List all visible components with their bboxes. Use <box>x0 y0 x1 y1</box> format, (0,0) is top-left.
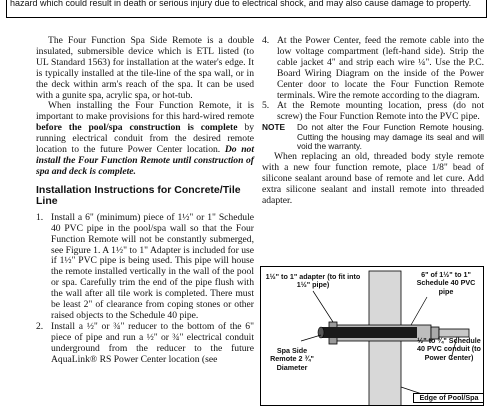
warning-text: hazard which could result in death or serious injury due to electrical shock, and may also cause damage to property. <box>10 0 472 8</box>
label-remote: Spa Side Remote 2 ¾" Diameter <box>270 346 314 372</box>
step-text: At the Power Center, feed the remote cable into the low voltage compartment (left-hand side). Strip the cable jacket 4" and strip each wire ¼". Use the P.C. Board Wiring Diagram on the inside of the Power Center door to locate the Four Function Remote terminals. Wire the remote according to the diagram. <box>277 35 484 101</box>
leader-remote <box>301 335 321 341</box>
leader-adapter <box>313 291 333 322</box>
note <box>262 123 484 152</box>
intro-paragraph: The Four Function Spa Side Remote is a double insulated, submersible device which is ETL listed (to UL Standard 1563) for installation at the water's edge. It is typically installed at the tile-line of the spa wall, or in the deck within arm's reach of the spa. It can be used with a gunite spa, acrylic spa, or hot-tub. <box>36 35 254 101</box>
step-1 <box>36 213 254 322</box>
figure-1-diagram <box>260 266 484 406</box>
note-text: Do not alter the Four Function Remote housing. Cutting the housing may damage its seal and will void the warranty. <box>297 122 484 152</box>
label-adapter: 1½" to 1" adapter (to fit into 1½" pipe) <box>265 272 361 290</box>
planning-tail: by running electrical conduit from the desired remote location to the future Power Center location. <box>36 122 254 156</box>
step-number: 2. <box>36 320 44 332</box>
step-number: 4. <box>262 35 270 46</box>
planning-bold: before the pool/spa construction is complete <box>36 122 238 134</box>
section-heading: Installation Instructions for Concrete/Tile Line <box>36 183 241 208</box>
label-edge: Edge of Pool/Spa <box>413 393 484 403</box>
note-label: NOTE <box>262 122 286 133</box>
label-conduit: ½" to ¾" Schedule 40 PVC conduit (to Power Center) <box>417 336 481 362</box>
planning-paragraph <box>36 101 254 177</box>
step-number: 1. <box>36 211 44 223</box>
label-pvc-pipe: 6" of 1½" to 1" Schedule 40 PVC pipe <box>416 270 476 296</box>
step-5 <box>262 101 484 123</box>
spa-side-remote <box>321 327 417 338</box>
left-column <box>36 36 254 365</box>
step-4 <box>262 36 484 101</box>
step-text: At the Remote mounting location, press (do not screw) the Four Function Remote into the PVC pipe. <box>277 100 484 123</box>
step-text: Install a 6" (minimum) piece of 1½" or 1" Schedule 40 PVC pipe in the pool/spa wall so that the Four Function Remote will not be constantly submerged, see Figure 1. A 1½" to 1" Adapter is included for use if 1½" PVC pipe is being used. This pipe will house the remote installed vertically in the wall of the pool or spa. Carefully trim the end of the pipe flush with the wall after all tile work is completed. There must be least 2" of clearance from coping stones or other raised objects to the Schedule 40 pipe. <box>51 211 254 321</box>
replacement-paragraph: When replacing an old, threaded body style remote with a new four function remote, place 1/8" bead of silicone sealant around base of remote and let cure. Add extra silicone sealant and install remote into threaded adapter. <box>262 151 484 206</box>
step-number: 5. <box>262 100 270 112</box>
remote-face <box>318 327 324 338</box>
step-text: Install a ½" or ¾" reducer to the bottom of the 6" piece of pipe and run a ½" or ¾" electrical conduit underground from the reducer to the future AquaLink® RS Power Center location (see <box>51 320 254 365</box>
right-column <box>262 36 484 207</box>
step-2 <box>36 322 254 366</box>
planning-lead: When installing the Four Function Remote, it is important to make provisions for this hard-wired remote <box>36 100 254 123</box>
leader-pvc <box>411 297 427 325</box>
planning-warning: Do not install the Four Function Remote until construction of spa and deck is complete. <box>36 144 255 177</box>
